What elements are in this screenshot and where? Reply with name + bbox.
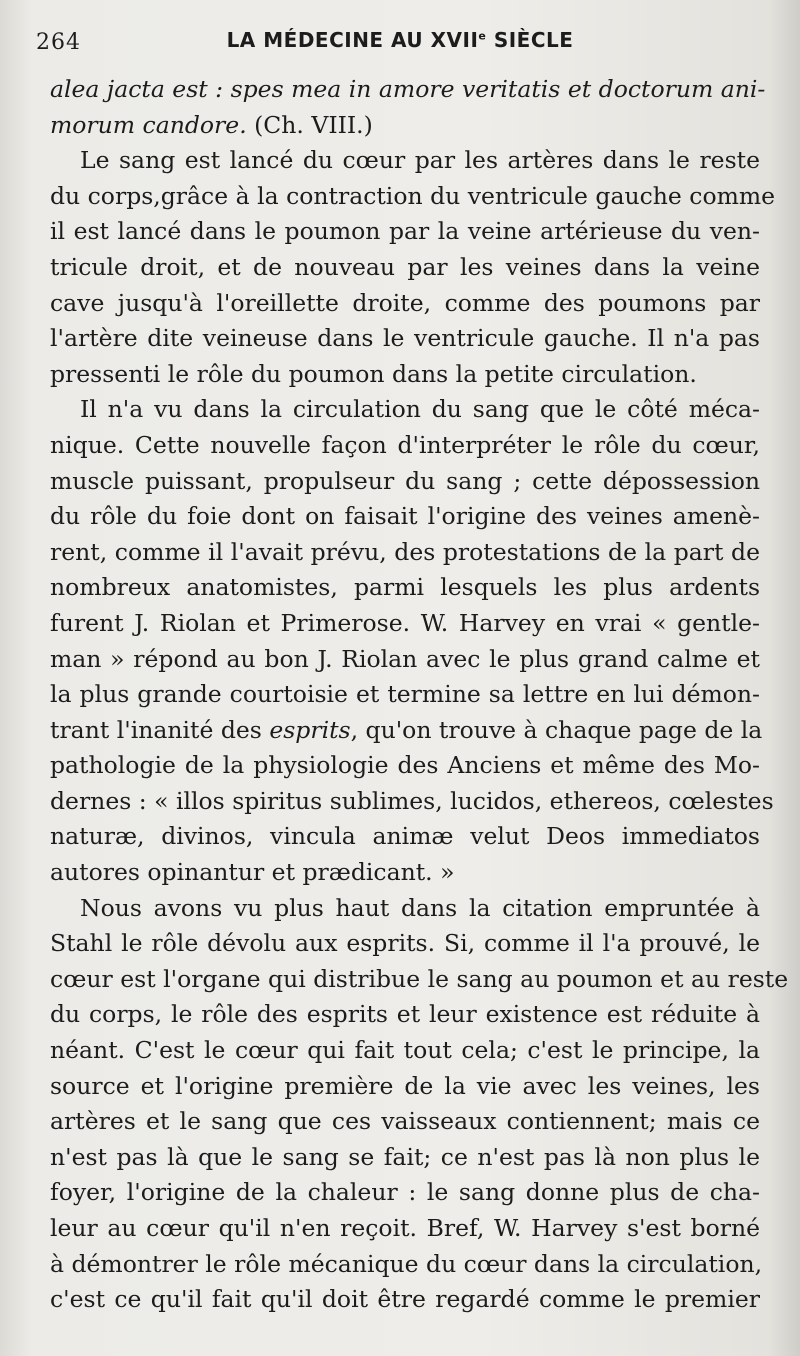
page-number: 264 xyxy=(36,30,81,55)
text-line: alea jacta est : spes mea in amore veritatis et doctorum ani- xyxy=(50,75,766,103)
text-line: il est lancé dans le poumon par la veine artérieuse du ven- xyxy=(50,217,760,246)
text-line: morum candore. (Ch. VIII.) xyxy=(50,110,373,139)
running-title-end: SIÈCLE xyxy=(486,28,574,52)
running-header xyxy=(36,28,764,64)
text-line: furent J. Riolan et Primerose. W. Harvey en vrai « gentle- xyxy=(50,608,760,637)
text-line: Le sang est lancé du cœur par les artères dans le reste xyxy=(80,146,760,175)
text-line: artères et le sang que ces vaisseaux contiennent; mais ce xyxy=(50,1107,760,1136)
running-title xyxy=(36,28,764,52)
running-title-superscript: e xyxy=(478,29,487,43)
text-line: nique. Cette nouvelle façon d'interpréter le rôle du cœur, xyxy=(50,430,760,459)
text-line: à démontrer le rôle mécanique du cœur dans la circulation, xyxy=(50,1249,763,1278)
text-line: naturæ, divinos, vincula animæ velut Deos immediatos xyxy=(50,822,760,851)
text-line: du rôle du foie dont on faisait l'origine des veines amenè- xyxy=(50,502,760,531)
text-line: néant. C'est le cœur qui fait tout cela; c'est le principe, la xyxy=(50,1036,760,1065)
text-line: pathologie de la physiologie des Anciens et même des Mo- xyxy=(50,751,760,780)
text-line: muscle puissant, propulseur du sang ; cette dépossession xyxy=(50,466,760,495)
text-line: l'artère dite veineuse dans le ventricule gauche. Il n'a pas xyxy=(50,324,760,353)
text-line: Stahl le rôle dévolu aux esprits. Si, comme il l'a prouvé, le xyxy=(50,929,760,958)
text-line: foyer, l'origine de la chaleur : le sang donne plus de cha- xyxy=(50,1178,760,1207)
text-line: Nous avons vu plus haut dans la citation empruntée à xyxy=(80,893,760,922)
text-line: cave jusqu'à l'oreillette droite, comme des poumons par xyxy=(50,288,760,317)
text-line: du corps,grâce à la contraction du ventricule gauche comme xyxy=(50,181,776,210)
text-line: du corps, le rôle des esprits et leur existence est réduite à xyxy=(50,1000,760,1029)
text-line: dernes : « illos spiritus sublimes, lucidos, ethereos, cœlestes xyxy=(50,786,774,815)
running-title-main: LA MÉDECINE AU XVII xyxy=(226,28,479,52)
text-line: tricule droit, et de nouveau par les veines dans la veine xyxy=(50,252,760,281)
text-line: nombreux anatomistes, parmi lesquels les plus ardents xyxy=(50,573,760,602)
text-line: trant l'inanité des esprits, qu'on trouve à chaque page de la xyxy=(50,715,763,744)
text-line: pressenti le rôle du poumon dans la petite circulation. xyxy=(50,359,697,388)
italic-span: esprits xyxy=(269,715,351,744)
text-line: man » répond au bon J. Riolan avec le plus grand calme et xyxy=(50,644,760,673)
text-line: c'est ce qu'il fait qu'il doit être regardé comme le premier xyxy=(50,1285,760,1314)
text-line: leur au cœur qu'il n'en reçoit. Bref, W. Harvey s'est borné xyxy=(50,1214,760,1242)
text-line: autores opinantur et prædicant. » xyxy=(50,858,455,887)
text-line: la plus grande courtoisie et termine sa lettre en lui démon- xyxy=(50,680,760,709)
text-line: source et l'origine première de la vie avec les veines, les xyxy=(50,1071,760,1100)
body-text xyxy=(50,72,789,1318)
text-line: Il n'a vu dans la circulation du sang que le côté méca- xyxy=(80,395,760,424)
text-line: cœur est l'organe qui distribue le sang au poumon et au reste xyxy=(50,964,789,993)
text-line: n'est pas là que le sang se fait; ce n'est pas là non plus le xyxy=(50,1142,760,1171)
text-line: rent, comme il l'avait prévu, des protestations de la part de xyxy=(50,537,760,566)
italic-span: morum candore. xyxy=(50,110,247,139)
